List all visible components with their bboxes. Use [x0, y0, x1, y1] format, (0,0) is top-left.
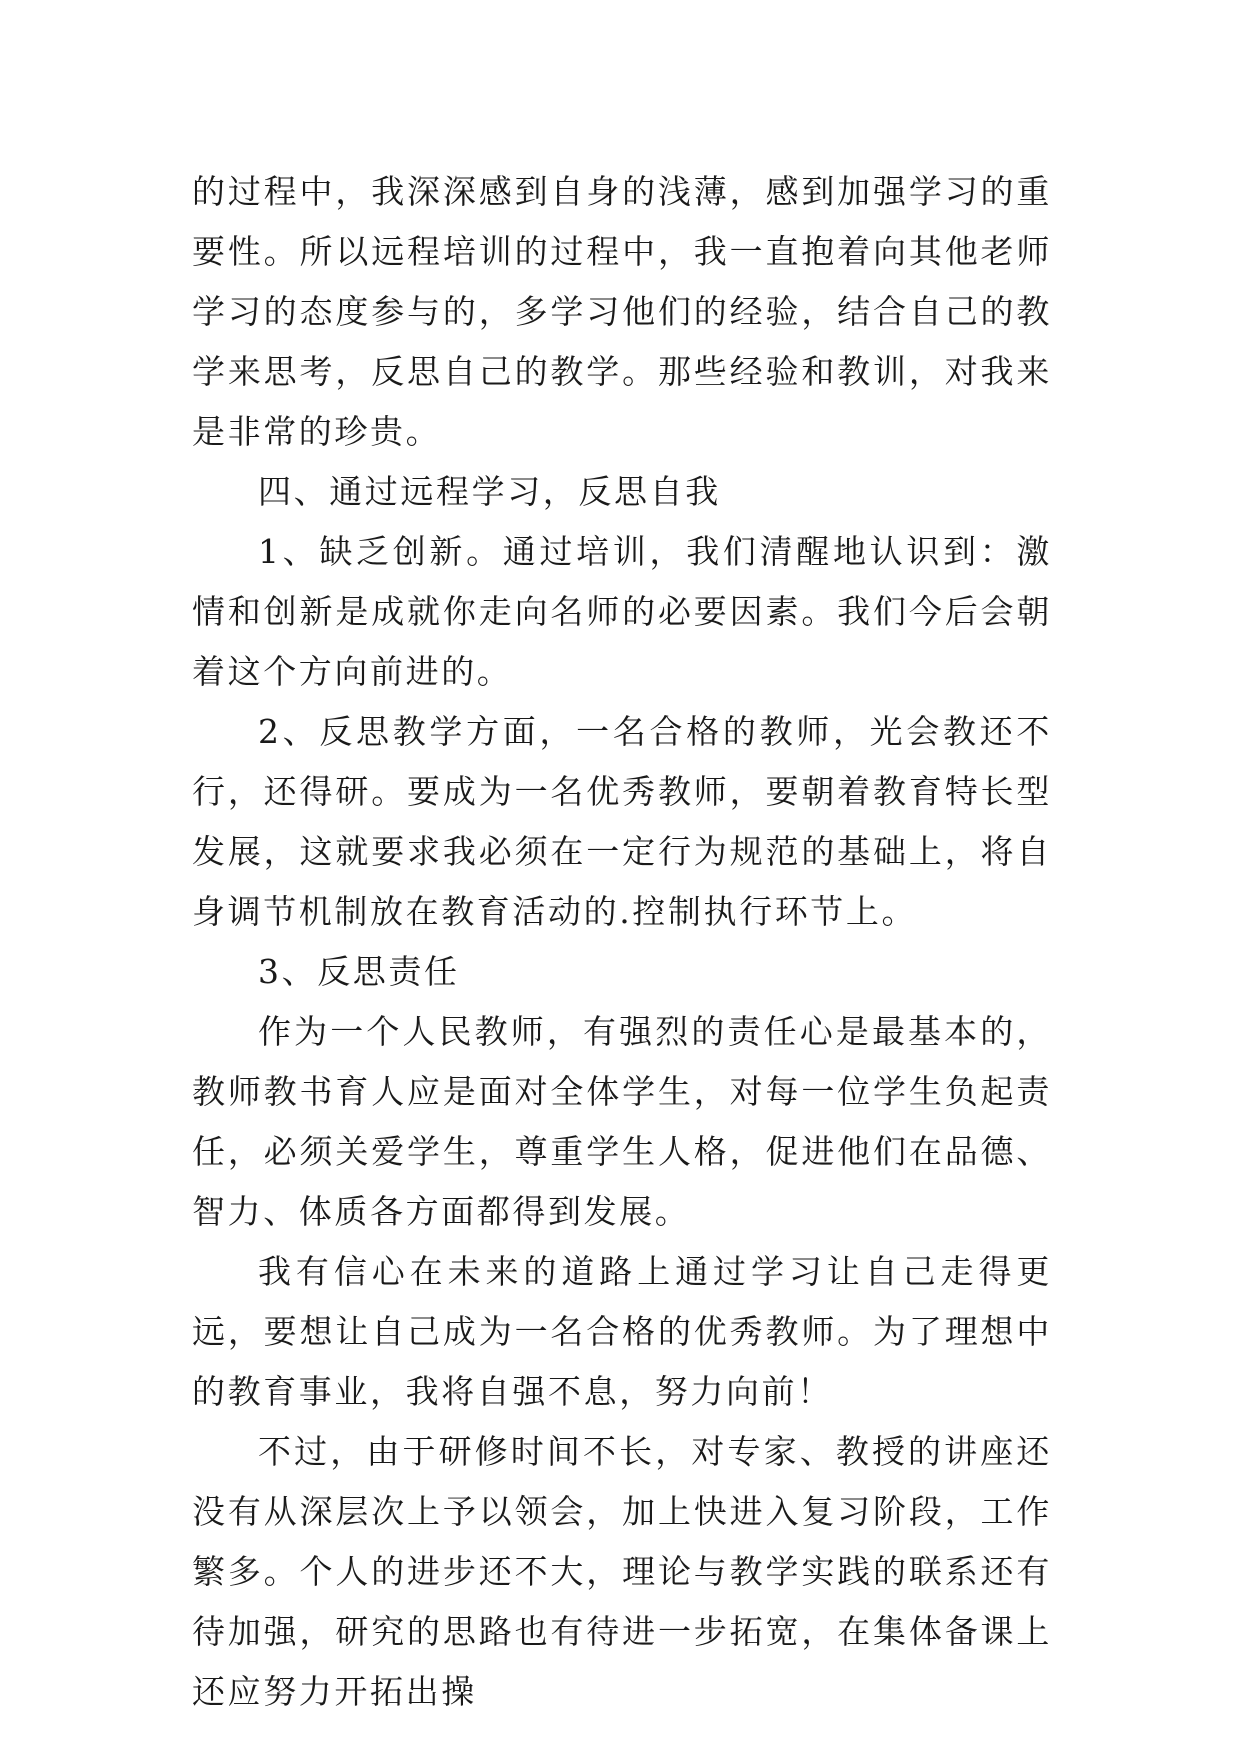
section-heading-4: 四、通过远程学习，反思自我 — [258, 472, 721, 511]
body-text — [192, 162, 1052, 1722]
paragraph-shortcomings: 不过，由于研修时间不长，对专家、教授的讲座还没有从深层次上予以领会，加上快进入复习阶段，工作繁多。个人的进步还不大，理论与教学实践的联系还有待加强，研究的思路也有待进一步拓宽，在集体备课上还应努力开拓出操 — [192, 1432, 1052, 1711]
paragraph-responsibility: 作为一个人民教师，有强烈的责任心是最基本的，教师教书育人应是面对全体学生，对每一位学生负起责任，必须关爱学生，尊重学生人格，促进他们在品德、智力、体质各方面都得到发展。 — [192, 1012, 1052, 1231]
paragraph-point-2: 2、反思教学方面，一名合格的教师，光会教还不行，还得研。要成为一名优秀教师，要朝着教育特长型发展，这就要求我必须在一定行为规范的基础上，将自身调节机制放在教育活动的.控制执行环节上。 — [192, 712, 1052, 931]
paragraph-confidence: 我有信心在未来的道路上通过学习让自己走得更远，要想让自己成为一名合格的优秀教师。为了理想中的教育事业，我将自强不息，努力向前！ — [192, 1252, 1052, 1411]
paragraph-continued: 的过程中，我深深感到自身的浅薄，感到加强学习的重要性。所以远程培训的过程中，我一直抱着向其他老师学习的态度参与的，多学习他们的经验，结合自己的教学来思考，反思自己的教学。那些经验和教训，对我来是非常的珍贵。 — [192, 172, 1052, 451]
paragraph-point-1: 1、缺乏创新。通过培训，我们清醒地认识到：激情和创新是成就你走向名师的必要因素。我们今后会朝着这个方向前进的。 — [192, 532, 1052, 691]
subheading-point-3: 3、反思责任 — [258, 952, 460, 991]
